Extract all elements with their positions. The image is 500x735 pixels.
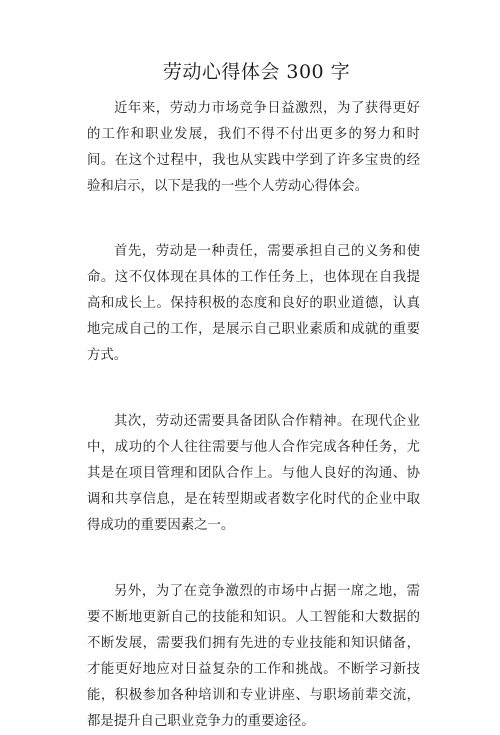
paragraph-teamwork: 其次，劳动还需要具备团队合作精神。在现代企业中，成功的个人往往需要与他人合作完成各种任务，尤其是在项目管理和团队合作上。与他人良好的沟通、协调和共享信息，是在转型期或者数字化时代的企业中取得成功的重要因素之一。 bbox=[87, 414, 420, 533]
paragraph-responsibility: 首先，劳动是一种责任，需要承担自己的义务和使命。这不仅体现在具体的工作任务上，也体现在自我提高和成长上。保持积极的态度和良好的职业道德，认真地完成自己的工作，是展示自己职业素质和成就的重要方式。 bbox=[87, 244, 420, 363]
paragraph-learning: 另外，为了在竞争激烈的市场中占据一席之地，需要不断地更新自己的技能和知识。人工智能和大数据的不断发展，需要我们拥有先进的专业技能和知识储备，才能更好地应对日益复杂的工作和挑战。不断学习新技能，积极参加各种培训和专业讲座、与职场前辈交流，都是提升自己职业竞争力的重要途径。 bbox=[87, 584, 420, 729]
paragraph-intro: 近年来，劳动力市场竞争日益激烈，为了获得更好的工作和职业发展，我们不得不付出更多的努力和时间。在这个过程中，我也从实践中学到了许多宝贵的经验和启示，以下是我的一些个人劳动心得体会。 bbox=[87, 101, 420, 194]
document-title: 劳动心得体会 300 字 bbox=[162, 61, 351, 83]
